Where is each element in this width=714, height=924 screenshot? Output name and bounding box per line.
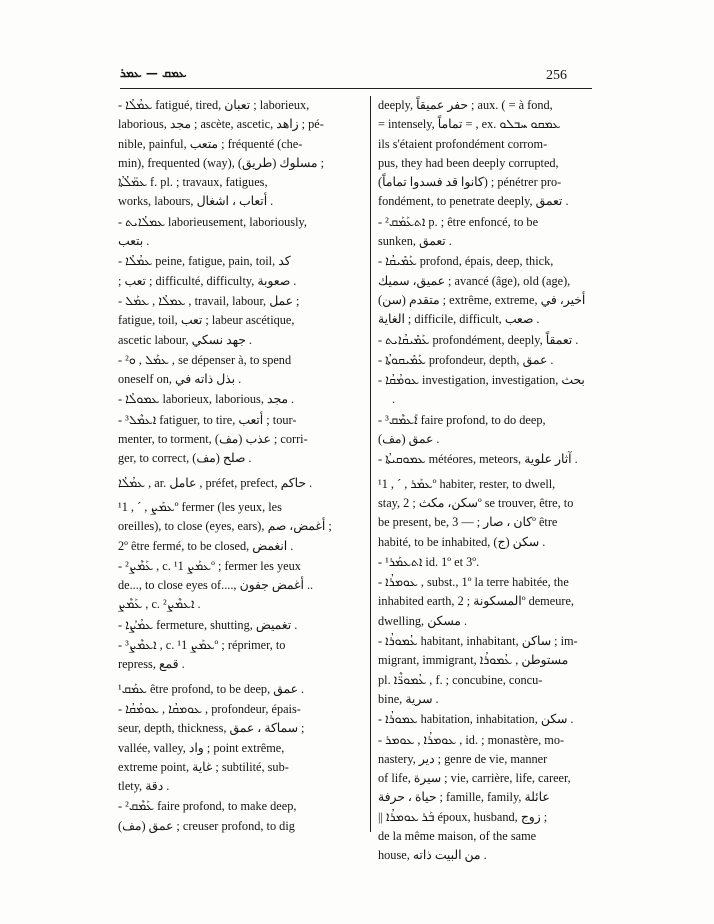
entry-line: (سن) متقدم ; extrême, extreme, أخير، في bbox=[378, 292, 586, 307]
entry-line: fatigue, toil, تعب ; labeur ascétique, bbox=[118, 313, 295, 328]
entry-line: nastery, دير ; genre de vie, manner bbox=[378, 751, 548, 766]
entry-line: - ¹ܐܬܥܡܰܪ id. 1º et 3º. bbox=[378, 554, 480, 569]
dictionary-entry bbox=[118, 474, 364, 493]
entry-line: ܥܡ̈ܠܳܬܳܐ f. pl. ; travaux, fatigues, bbox=[118, 175, 268, 190]
entry-line: ܥܡܳܠܳܐ , ar. عامل , préfet, prefect, حاكم . bbox=[118, 475, 313, 490]
entry-line: - ܥܡܳܠܳܐ peine, fatigue, pain, toil, كد bbox=[118, 254, 291, 269]
entry-line: - ²ܥܰܡܶܩ faire profond, to make deep, bbox=[118, 799, 297, 814]
dictionary-entry bbox=[378, 731, 590, 866]
dictionary-entry bbox=[378, 351, 590, 370]
entry-line: oneself on, بذل ذاته في . bbox=[118, 372, 242, 387]
entry-line: - ܥܡܠܳܐ , ܥܡܰܠ , travail, labour, عمل ; bbox=[118, 293, 300, 308]
entry-line: - ²ܥܰܡܶܨ , c. ¹ܥܡܰܨ 1º ; fermer les yeux bbox=[118, 558, 301, 573]
dictionary-entry bbox=[118, 636, 364, 675]
entry-line: - ²ܥܡܰܠ , ܘ , se dépenser à, to spend bbox=[118, 352, 292, 367]
entry-line: (كانوا قد فسدوا تماماً) ; pénétrer pro- bbox=[378, 175, 562, 190]
entry-line: menter, to torment, (مف) عذب ; corri- bbox=[118, 432, 308, 447]
entry-line: of life, سيرة ; vie, carrière, life, career, bbox=[378, 771, 571, 786]
entry-line: migrant, immigrant, مستوطن , ܥܳܡܘܪܳܐ bbox=[378, 653, 569, 668]
entry-line: - ²ܐܬܥܰܡܰܩ p. ; être enfoncé, to be bbox=[378, 214, 539, 229]
entry-line: house, من البيت ذاته . bbox=[378, 848, 487, 863]
entry-line: - ܥܡܘܠܳܐ laborieux, laborious, مجد . bbox=[118, 392, 295, 407]
dictionary-entry bbox=[378, 331, 590, 350]
entry-line: - ܥܡܳܠܳܐ fatigué, tired, تعبان ; laborieux, bbox=[118, 98, 310, 112]
dictionary-entry bbox=[378, 573, 590, 631]
dictionary-entry bbox=[118, 616, 364, 635]
column-divider bbox=[370, 96, 371, 832]
entry-line: inhabited earth, المسكونة ; 2º demeure, bbox=[378, 594, 574, 609]
entry-line: - ܥܘܡܳܩܳܐ investigation, investigation, بحث . bbox=[378, 373, 585, 407]
dictionary-entry bbox=[378, 475, 590, 552]
entry-line: - ܥܡܘܪܳܐ habitation, inhabitation, سكن . bbox=[378, 712, 574, 727]
header-rule bbox=[120, 88, 592, 89]
entry-line: - ܥܰܡܺܝܩܘܬܳܐ profondeur, depth, عمق . bbox=[378, 352, 554, 367]
page-number: 256 bbox=[546, 68, 567, 83]
dictionary-entry bbox=[378, 553, 590, 572]
entry-line: ¹ܥܡܰܪ , ˊ , 1º habiter, rester, to dwell, bbox=[378, 476, 556, 491]
entry-line: - ܥܘܡܪܳܐ , ܥܘܡܪ , id. ; monastère, mo- bbox=[378, 732, 565, 747]
entry-line: ascetic labour, جهد نسكي . bbox=[118, 332, 252, 347]
entry-line: sunken, تعمق . bbox=[378, 234, 452, 249]
entry-line: - ³ܐܰܥܡܶܩ faire profond, to do deep, bbox=[378, 412, 546, 427]
entry-line: 2º être fermé, to be closed, انغمض . bbox=[118, 538, 294, 553]
entry-line: ; تعب ; difficulté, difficulty, صعوبة . bbox=[118, 273, 297, 288]
dictionary-entry bbox=[118, 390, 364, 409]
entry-line: - ܥܰܡܺܝܩܳܐܝܬ profondément, deeply, تعمقاً . bbox=[378, 332, 579, 347]
entry-line: deeply, حفر عميقاً ; aux. ( = à fond, bbox=[378, 98, 553, 112]
dictionary-entry bbox=[118, 700, 364, 796]
dictionary-entry bbox=[118, 797, 364, 836]
entry-line: works, labours, أتعاب ، اشغال . bbox=[118, 194, 274, 209]
entry-line: seur, depth, thickness, سماكة ، عمق ; bbox=[118, 721, 305, 736]
entry-line: - ܥܡܳܨܳܐ fermeture, shutting, تغميض . bbox=[118, 617, 298, 632]
entry-line: - ³ܐܥܡܶܨ , c. ¹ܥܡܰܨ 1º ; réprimer, to bbox=[118, 638, 286, 653]
entry-line: عميق، سميك ; avancé (âge), old (age), bbox=[378, 273, 571, 288]
entry-line: laborious, مجد ; ascète, ascetic, زاهد ; pé- bbox=[118, 117, 324, 132]
dictionary-entry bbox=[118, 96, 364, 212]
entry-line: ¹ܥܡܰܩ être profond, to be deep, عمق . bbox=[118, 681, 305, 696]
entry-line: الغاية ; difficile, difficult, صعب . bbox=[378, 312, 540, 327]
left-column bbox=[118, 96, 364, 837]
dictionary-entry bbox=[378, 252, 590, 329]
dictionary-entry bbox=[378, 450, 590, 469]
right-column bbox=[378, 96, 590, 867]
dictionary-entry bbox=[118, 252, 364, 291]
entry-line: ils s'étaient profondément corrom- bbox=[378, 136, 548, 151]
entry-line: - ܥܡܘܩܝܬܳܐ météores, meteors, آثار علوية . bbox=[378, 452, 578, 467]
entry-line: min), frequented (way), (طريق) مسلوك ; bbox=[118, 155, 324, 170]
entry-line: pus, they had been deeply corrupted, bbox=[378, 155, 559, 170]
dictionary-entry bbox=[118, 498, 364, 556]
entry-line: pl. ܥܳܡܘܪ̈ܶܐ , f. ; concubine, concu- bbox=[378, 672, 543, 687]
dictionary-entry bbox=[378, 632, 590, 709]
entry-line: ¹ܥܡܰܨ , ˊ , 1º fermer (les yeux, les bbox=[118, 499, 282, 514]
entry-line: nible, painful, متعب ; fréquenté (che- bbox=[118, 136, 303, 151]
entry-line: حياة ، حرفة ; famille, family, عائلة bbox=[378, 790, 550, 805]
entry-line: habité, to be inhabited, (ج) سكن . bbox=[378, 534, 546, 549]
entry-line: tlety, دقة . bbox=[118, 779, 170, 794]
entry-line: (مف) عمق . bbox=[378, 432, 440, 447]
entry-line: stay, سكن، مكث ; 2º se trouver, être, to bbox=[378, 495, 574, 510]
running-head: ܥܡܩ — ܥܡܪ bbox=[120, 66, 187, 80]
entry-line: - ܥܡܠܳܐܝܬ laborieusement, laboriously, bbox=[118, 214, 307, 229]
entry-line: repress, قمع . bbox=[118, 657, 185, 672]
entry-line: extreme point, غاية ; subtilité, sub- bbox=[118, 759, 289, 774]
dictionary-entry bbox=[118, 292, 364, 350]
dictionary-entry bbox=[118, 557, 364, 615]
dictionary-entry bbox=[118, 680, 364, 699]
entry-line: - ܥܰܡܺܝܩܳܐ profond, épais, deep, thick, bbox=[378, 254, 554, 269]
entry-line: bine, سرية . bbox=[378, 691, 439, 706]
entry-line: || ܒܰܪ ܥܘܡܪܳܐ époux, husband, زوج ; bbox=[378, 809, 548, 824]
entry-line: de..., to close eyes of...., أغمض جفون .. bbox=[118, 578, 314, 593]
entry-line: (مف) عمق ; creuser profond, to dig bbox=[118, 818, 295, 833]
entry-line: de la même maison, of the same bbox=[378, 828, 537, 843]
entry-line: ܥܰܡܶܨ , c. ²ܐܥܡܶܨ . bbox=[118, 597, 201, 612]
entry-line: be present, be, كان ، صار ; — 3º être bbox=[378, 515, 558, 530]
dictionary-entry bbox=[118, 351, 364, 390]
entry-line: = intensely, تماماً = , ex. ܥܡܩܘ ܚܒܠܘ bbox=[378, 117, 561, 132]
entry-line: - ܥܘܡܪܳܐ , subst., 1º la terre habitée, the bbox=[378, 575, 569, 590]
entry-line: ger, to correct, (مف) صلح . bbox=[118, 451, 252, 466]
dictionary-entry bbox=[118, 213, 364, 252]
entry-line: oreilles), to close (eyes, ears), أغمض، صم ; bbox=[118, 519, 332, 534]
entry-line: - ³ܐܥܡܶܠ fatiguer, to tire, أتعب ; tour- bbox=[118, 412, 297, 427]
entry-line: fondément, to penetrate deeply, تعمق . bbox=[378, 194, 569, 209]
dictionary-entry bbox=[118, 411, 364, 469]
dictionary-entry bbox=[378, 411, 590, 450]
entry-line: vallée, valley, واد ; point extrême, bbox=[118, 740, 285, 755]
entry-line: dwelling, مسكن . bbox=[378, 613, 468, 628]
entry-line: - ܥܘܡܩܳܐ , ܥܘܡܳܩܳܐ , profondeur, épais- bbox=[118, 701, 301, 716]
entry-line: بتعب . bbox=[118, 234, 150, 249]
dictionary-entry bbox=[378, 371, 590, 410]
dictionary-entry bbox=[378, 710, 590, 729]
entry-line: - ܥܳܡܘܪܳܐ habitant, inhabitant, ساكن ; im- bbox=[378, 634, 578, 649]
dictionary-entry bbox=[378, 213, 590, 252]
dictionary-entry bbox=[378, 96, 590, 212]
